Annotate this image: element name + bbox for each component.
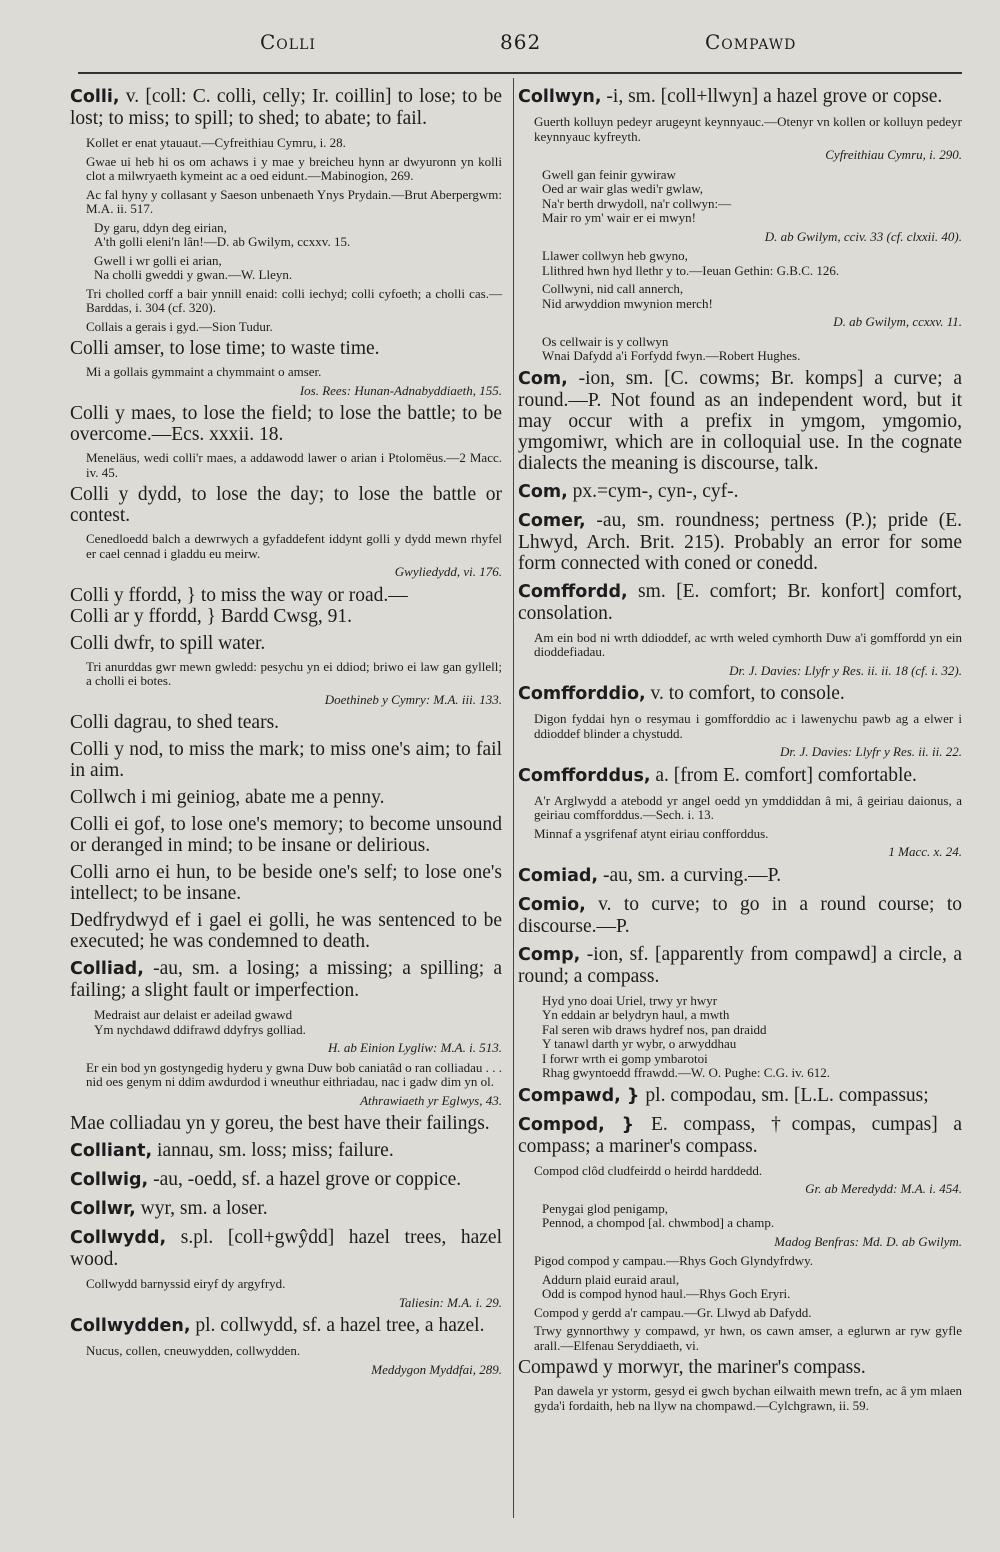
headword: Colli, bbox=[70, 87, 120, 107]
source-reference: D. ab Gwilym, cciv. 33 (cf. clxxii. 40). bbox=[764, 228, 962, 244]
header-right-word: Compawd bbox=[705, 30, 797, 54]
phrase-sense: Colli y ffordd, } to miss the way or road.— Colli ar y ffordd, } Bardd Cwsg, 91. bbox=[70, 584, 408, 627]
dictionary-entry bbox=[518, 368, 962, 474]
headword: Collwyn, bbox=[518, 87, 602, 107]
citation: Guerth kolluyn pedeyr arugeynt keynnyauc.—Otenyr vn kollen or kolluyn pedeyr keynnyauc kyfreyth. bbox=[534, 114, 962, 144]
headword: Comfforddus, bbox=[518, 765, 651, 786]
dictionary-entry bbox=[518, 894, 962, 937]
source-reference: H. ab Einion Lygliw: M.A. i. 513. bbox=[327, 1040, 502, 1055]
entry-definition: a. [from E. comfort] comfortable. bbox=[650, 764, 917, 786]
running-header bbox=[0, 30, 1000, 60]
citation: Tri cholled corff a bair ynnill enaid: colli iechyd; colli cyfoeth; a cholli cas.—Barddas, i. 304 (cf. 320). bbox=[86, 285, 502, 315]
verse-quotation: Llawer collwyn heb gwyno, Llithred hwn hyd llethr y to.—Ieuan Gethin: G.B.C. 126. bbox=[542, 248, 840, 278]
headword: Compawd, } bbox=[518, 1085, 646, 1106]
entry-definition: E. compass, †compas, cumpas] a compass; a mariner's compass. bbox=[518, 1113, 962, 1157]
right-column bbox=[518, 86, 962, 1417]
citation: Er ein bod yn gostyngedig hyderu y gwna Duw bob caniatâd o ran colliadau . . . nid oes genym ni ddim awdurdod i wneuthur eithriadau, nac i gadw dim yn ol. bbox=[86, 1059, 502, 1089]
citation: Pigod compod y campau.—Rhys Goch Glyndyfrdwy. bbox=[534, 1253, 813, 1268]
verse-quotation: Hyd yno doai Uriel, trwy yr hwyr Yn eddain ar belydryn haul, a mwth Fal seren wib draws hydref nos, pan draidd Y tanawl darth yr wybr, o arwyddhau I forwr wrth ei gomp ymbarotoi Rhag gwyntoedd ffrawdd.—W. O. Pughe: C.G. iv. 612. bbox=[542, 992, 831, 1080]
headword: Collwr, bbox=[70, 1199, 136, 1219]
source-reference: Cyfreithiau Cymru, i. 290. bbox=[825, 147, 962, 162]
entry-definition: v. to curve; to go in a round course; to discourse.—P. bbox=[518, 893, 962, 937]
citation: Minnaf a ysgrifenaf atynt eiriau confforddus. bbox=[534, 825, 769, 841]
citation: A'r Arglwydd a atebodd yr angel oedd yn ymddiddan â mi, â geiriau daionus, a geiriau comfforddus.—Sech. i. 13. bbox=[534, 792, 962, 822]
headword: Comffordd, bbox=[518, 581, 628, 602]
headword: Comfforddio, bbox=[518, 684, 646, 704]
entry-definition: iannau, sm. loss; miss; failure. bbox=[152, 1140, 394, 1161]
phrase-sense: Colli y maes, to lose the field; to lose the battle; to be overcome.—Ecs. xxxii. 18. bbox=[70, 403, 502, 445]
entry-definition: pl. compodau, sm. [L.L. compassus; bbox=[645, 1084, 929, 1106]
citation: Gwae ui heb hi os om achaws i y mae y breicheu hynn ar dwyuronn yn kolli clot a milwryaeth kymeint ac a oed eidunt.—Mabinogion, 269. bbox=[86, 153, 502, 183]
dictionary-entry bbox=[518, 481, 962, 503]
phrase-sense: Dedfrydwyd ef i gael ei golli, he was sentenced to be executed; he was condemned to death. bbox=[70, 910, 502, 952]
source-reference: Athrawiaeth yr Eglwys, 43. bbox=[360, 1092, 502, 1108]
header-rule bbox=[78, 72, 962, 74]
citation: Am ein bod ni wrth ddioddef, ac wrth weled cymhorth Duw a'i gomffordd yn ein dioddefiadau. bbox=[534, 629, 962, 659]
source-reference: Madog Benfras: Md. D. ab Gwilym. bbox=[774, 1233, 962, 1249]
dictionary-entry bbox=[518, 865, 962, 887]
citation: Compod clôd cludfeirdd o heirdd harddedd. bbox=[534, 1162, 763, 1178]
verse-quotation: Os cellwair is y collwyn Wnai Dafydd a'i Forfydd fwyn.—Robert Hughes. bbox=[542, 333, 801, 363]
entry-definition: v. to comfort, to console. bbox=[645, 683, 845, 704]
page-number: 862 bbox=[500, 30, 542, 54]
citation: Mi a gollais gymmaint a chymmaint o amser. bbox=[86, 364, 322, 379]
dictionary-entry bbox=[518, 1114, 962, 1157]
entry-definition: -au, sm. a curving.—P. bbox=[598, 864, 782, 886]
headword: Comer, bbox=[518, 510, 586, 531]
citation: Ac fal hyny y collasant y Saeson unbenaeth Ynys Prydain.—Brut Aberpergwm: M.A. ii. 517. bbox=[86, 186, 502, 216]
citation: Kollet er enat ytauaut.—Cyfreithiau Cymru, i. 28. bbox=[86, 135, 346, 150]
entry-definition: sm. [E. comfort; Br. konfort] comfort, consolation. bbox=[518, 580, 962, 624]
phrase-sense: Colli amser, to lose time; to waste time. bbox=[70, 338, 380, 359]
dictionary-entry bbox=[70, 1140, 502, 1162]
entry-definition: v. [coll: C. colli, celly; Ir. coillin] to lose; to be lost; to miss; to spill; to shed; to abate; to fail. bbox=[70, 86, 502, 129]
column-divider bbox=[513, 78, 514, 1518]
entry-definition: s.pl. [coll+gwŷdd] hazel trees, hazel wood. bbox=[70, 1227, 502, 1270]
phrase-sense: Mae colliadau yn y goreu, the best have their failings. bbox=[70, 1113, 490, 1134]
source-reference: D. ab Gwilym, ccxxv. 11. bbox=[833, 314, 962, 329]
headword: Comio, bbox=[518, 894, 586, 915]
headword: Compod, } bbox=[518, 1114, 651, 1135]
headword: Com, bbox=[518, 368, 568, 389]
citation: Compod y gerdd a'r campau.—Gr. Llwyd ab Dafydd. bbox=[534, 1304, 812, 1320]
phrase-sense: Colli dwfr, to spill water. bbox=[70, 632, 266, 654]
source-reference: Gr. ab Meredydd: M.A. i. 454. bbox=[805, 1181, 962, 1196]
entry-definition: -i, sm. [coll+llwyn] a hazel grove or copse. bbox=[601, 86, 943, 107]
left-column bbox=[70, 86, 502, 1382]
source-reference: Taliesin: M.A. i. 29. bbox=[398, 1294, 502, 1310]
citation: Digon fyddai hyn o resymau i gomfforddio ac i lawenychu pawb ag a elwer i ddioddef blinder a chystudd. bbox=[534, 711, 962, 741]
source-reference: Meddygon Myddfai, 289. bbox=[371, 1361, 502, 1377]
dictionary-entry bbox=[518, 944, 962, 987]
phrase-sense: Compawd y morwyr, the mariner's compass. bbox=[518, 1357, 866, 1378]
dictionary-entry bbox=[518, 510, 962, 574]
verse-quotation: Medraist aur delaist er adeilad gwawd Ym nychdawd ddifrawd ddyfrys golliad. bbox=[94, 1007, 306, 1037]
citation: Trwy gynnorthwy y compawd, yr hwn, os cawn amser, a eglurwn ar ryw gyfle arall.—Elfenau Seryddiaeth, vi. bbox=[534, 1323, 962, 1353]
verse-quotation: Collwyni, nid call annerch, Nid arwyddion mwynion merch! bbox=[542, 281, 713, 311]
verse-quotation: Gwell gan feinir gywiraw Oed ar wair glas wedi'r gwlaw, Na'r berth drwydoll, na'r collwyn:— Mair ro ym' wair er ei mwyn! bbox=[542, 166, 732, 225]
phrase-sense: Colli arno ei hun, to be beside one's self; to lose one's intellect; to be insane. bbox=[70, 862, 502, 904]
headword: Collwydd, bbox=[70, 1228, 167, 1248]
dictionary-entry bbox=[70, 958, 502, 1001]
verse-quotation: Dy garu, ddyn deg eirian, A'th golli eleni'n lân!—D. ab Gwilym, ccxxv. 15. bbox=[94, 219, 351, 249]
citation: Pan dawela yr ystorm, gesyd ei gwch bychan eilwaith mewn trefn, ac â ym mlaen gyda'i fordaith, heb na llyw na chompawd.—Cylchgrawn, ii. 59. bbox=[534, 1383, 962, 1413]
phrase-sense: Collwch i mi geiniog, abate me a penny. bbox=[70, 787, 385, 808]
source-reference: Ios. Rees: Hunan-Adnabyddiaeth, 155. bbox=[299, 382, 502, 398]
entry-definition: -au, -oedd, sf. a hazel grove or coppice. bbox=[148, 1169, 462, 1190]
headword: Comp, bbox=[518, 944, 581, 965]
citation: Collais a gerais i gyd.—Sion Tudur. bbox=[86, 318, 273, 334]
entry-definition: -au, sm. a losing; a missing; a spilling; a failing; a slight fault or imperfection. bbox=[70, 958, 502, 1001]
dictionary-entry bbox=[70, 1227, 502, 1270]
dictionary-entry bbox=[70, 1169, 502, 1191]
headword: Colliant, bbox=[70, 1141, 153, 1161]
dictionary-entry bbox=[518, 86, 962, 108]
source-reference: Gwyliedydd, vi. 176. bbox=[394, 564, 502, 579]
source-reference: Dr. J. Davies: Llyfr y Res. ii. ii. 22. bbox=[780, 744, 962, 759]
entry-definition: pl. collwydd, sf. a hazel tree, a hazel. bbox=[190, 1315, 485, 1336]
entry-definition: -au, sm. roundness; pertness (P.); pride (E. Lhwyd, Arch. Brit. 215). Probably an error for some form connected with coned or conedd. bbox=[518, 509, 962, 574]
dictionary-entry bbox=[70, 1315, 502, 1337]
dictionary-entry bbox=[518, 581, 962, 624]
headword: Colliad, bbox=[70, 959, 144, 979]
header-left-word: Colli bbox=[260, 30, 316, 54]
entry-definition: -ion, sf. [apparently from compawd] a circle, a round; a compass. bbox=[518, 943, 962, 987]
headword: Collwydden, bbox=[70, 1316, 191, 1336]
dictionary-entry bbox=[518, 1085, 962, 1107]
verse-quotation: Addurn plaid euraid araul, Odd is compod hynod haul.—Rhys Goch Eryri. bbox=[542, 1271, 791, 1301]
source-reference: Doethineb y Cymry: M.A. iii. 133. bbox=[324, 691, 502, 707]
dictionary-entry bbox=[70, 1198, 502, 1220]
source-reference: Dr. J. Davies: Llyfr y Res. ii. ii. 18 (cf. i. 32). bbox=[729, 662, 962, 678]
entry-definition: wyr, sm. a loser. bbox=[135, 1198, 268, 1219]
citation: Meneläus, wedi colli'r maes, a addawodd lawer o arian i Ptolomëus.—2 Macc. iv. 45. bbox=[86, 450, 502, 480]
phrase-sense: Colli ei gof, to lose one's memory; to become unsound or deranged in mind; to be insane or delirious. bbox=[70, 814, 502, 856]
headword: Com, bbox=[518, 481, 568, 502]
dictionary-entry bbox=[518, 683, 962, 705]
phrase-sense: Colli y dydd, to lose the day; to lose the battle or contest. bbox=[70, 484, 502, 526]
verse-quotation: Penygai glod penigamp, Pennod, a chompod [al. chwmbod] a champ. bbox=[542, 1200, 775, 1230]
source-reference: 1 Macc. x. 24. bbox=[888, 844, 962, 859]
dictionary-entry bbox=[518, 765, 962, 787]
verse-quotation: Gwell i wr golli ei arian, Na cholli gweddi y gwan.—W. Lleyn. bbox=[94, 252, 293, 282]
entry-definition: -ion, sm. [C. cowms; Br. komps] a curve; a round.—P. Not found as an independent word, but it may occur with a prefix in ymgom, ymgomio, ymgomiwr, which are in colloquial use. In the cognate dialects the meaning is discourse, talk. bbox=[518, 367, 962, 474]
dictionary-entry bbox=[70, 86, 502, 129]
phrase-sense: Colli y nod, to miss the mark; to miss one's aim; to fail in aim. bbox=[70, 739, 502, 781]
citation: Cenedloedd balch a dewrwych a gyfaddefent iddynt golli y dydd mewn rhyfel er cael cennad i gladdu eu meirw. bbox=[86, 531, 502, 561]
phrase-sense: Colli dagrau, to shed tears. bbox=[70, 712, 280, 733]
headword: Collwig, bbox=[70, 1170, 149, 1190]
entry-definition: px.=cym-, cyn-, cyf-. bbox=[567, 480, 739, 502]
headword: Comiad, bbox=[518, 865, 599, 886]
citation: Nucus, collen, cneuwydden, collwydden. bbox=[86, 1343, 301, 1358]
citation: Tri anurddas gwr mewn gwledd: pesychu yn ei ddiod; briwo ei law gan gyllell; a cholli ei botes. bbox=[86, 658, 502, 688]
citation: Collwydd barnyssid eiryf dy argyfryd. bbox=[86, 1276, 286, 1291]
